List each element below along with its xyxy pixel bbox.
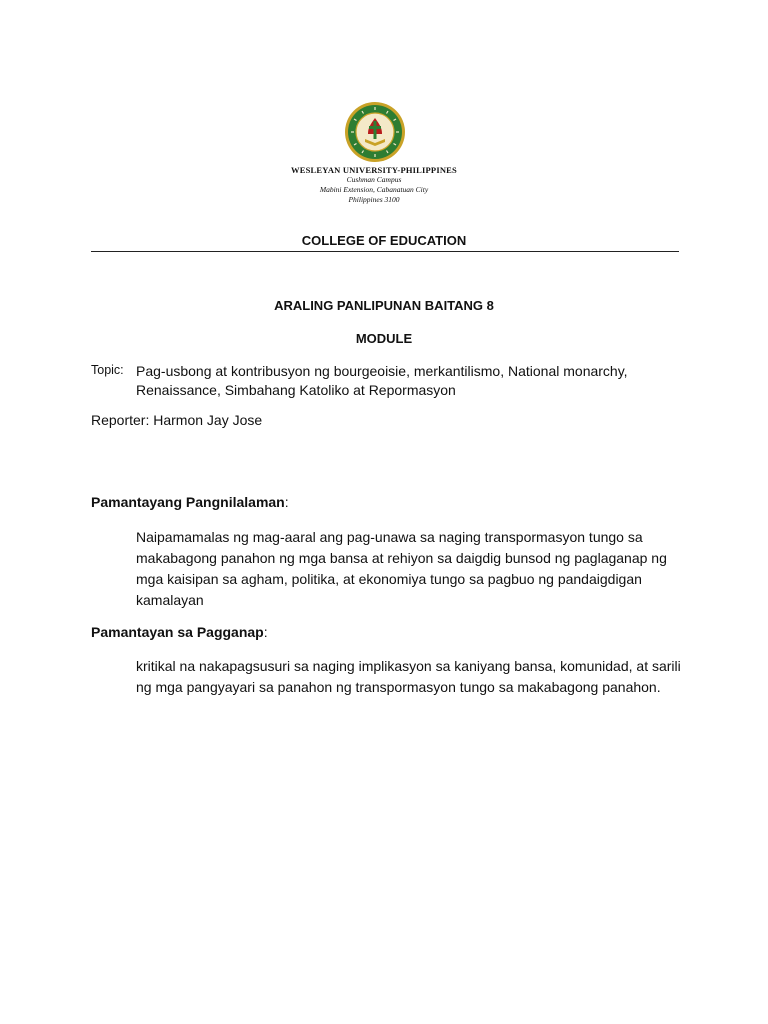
header-divider: [91, 251, 679, 252]
topic-label: Topic:: [91, 363, 124, 377]
section-heading-colon: :: [263, 624, 268, 640]
institution-country-zip: Philippines 3100: [348, 195, 400, 204]
section-heading-content-standard: [91, 494, 289, 510]
module-title: MODULE: [355, 331, 413, 346]
section-heading-text: Pamantayan sa Pagganap: [91, 624, 264, 640]
campus-name: Cushman Campus: [346, 175, 402, 184]
institution-address: Mabini Extension, Cabanatuan City: [319, 185, 429, 194]
university-seal-logo: [344, 101, 406, 163]
section-heading-text: Pamantayang Pangnilalaman: [91, 494, 285, 510]
topic-text: Pag-usbong at kontribusyon ng bourgeoisie, merkantilismo, National monarchy, Renaissance, Simbahang Katoliko at Repormasyon: [136, 363, 628, 398]
content-standard-paragraph: Naipamamalas ng mag-aaral ang pag-unawa sa naging transpormasyon tungo sa makabagong panahon ng mga bansa at rehiyon sa daigdig bunsod ng paglaganap ng mga kaisipan sa agham, politika, at ekonomiya tungo sa pagbuo ng pandaigdigan kamalayan: [136, 529, 667, 608]
section-heading-performance-standard: [91, 624, 268, 640]
section-heading-colon: :: [284, 494, 289, 510]
performance-standard-paragraph: kritikal na nakapagsusuri sa naging implikasyon sa kaniyang bansa, komunidad, at sarili ng mga pangyayari sa panahon ng transpormasyon tungo sa makabagong panahon.: [136, 658, 681, 695]
institution-name: WESLEYAN UNIVERSITY-PHILIPPINES: [291, 165, 457, 175]
subject-title: ARALING PANLIPUNAN BAITANG 8: [274, 298, 494, 313]
college-title: COLLEGE OF EDUCATION: [301, 233, 467, 248]
reporter-line: Reporter: Harmon Jay Jose: [91, 412, 263, 428]
